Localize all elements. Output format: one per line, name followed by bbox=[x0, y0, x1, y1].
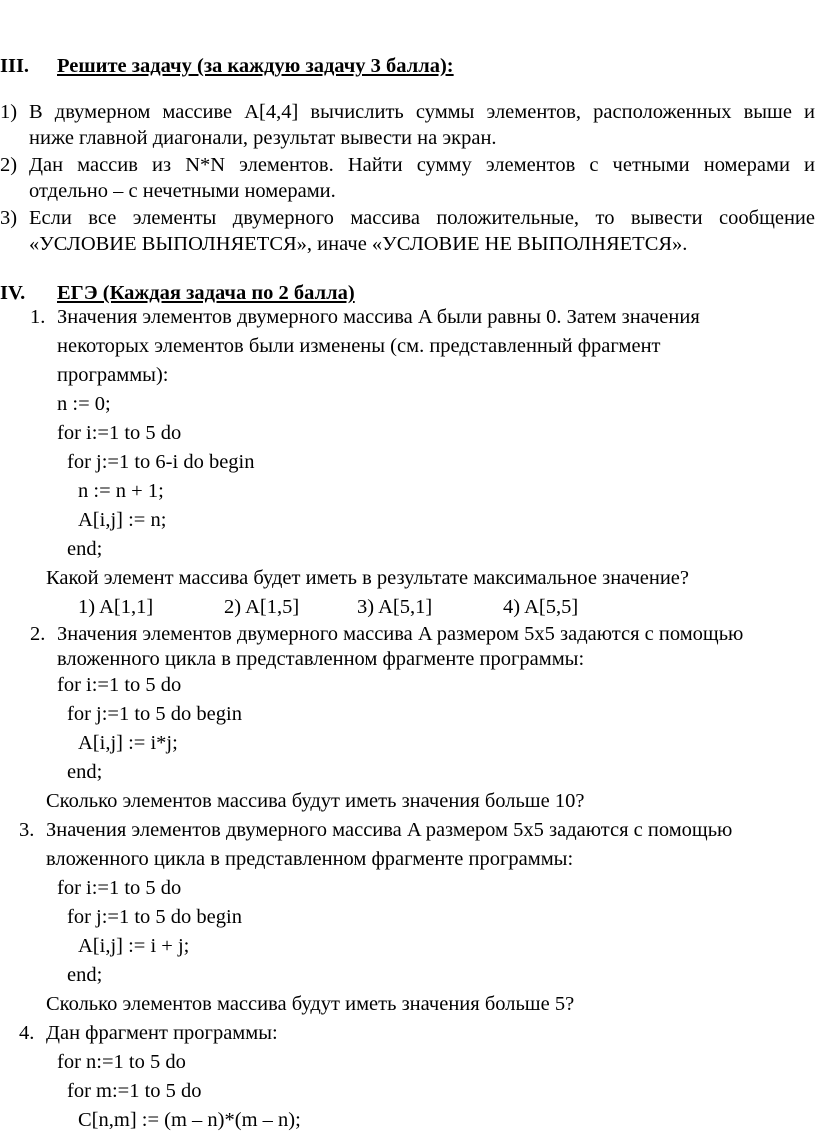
task-3-2-line1: Дан массив из N*N элементов. Найти сумму элементов с четными номерами и bbox=[29, 154, 815, 176]
code-line: end; bbox=[67, 761, 103, 783]
task-3-2-line2: отдельно – с нечетными номерами. bbox=[29, 180, 336, 202]
code-line: A[i,j] := n; bbox=[78, 509, 167, 531]
task-4-2-line1: Значения элементов двумерного массива A размером 5x5 задаются с помощью bbox=[57, 623, 744, 645]
code-line: for j:=1 to 5 do begin bbox=[67, 703, 242, 725]
task-4-2-line2: вложенного цикла в представленном фрагменте программы: bbox=[57, 648, 585, 670]
answer-option: 1) A[1,1] bbox=[78, 596, 154, 618]
answer-option: 2) A[1,5] bbox=[224, 596, 300, 618]
task-4-3-question: Сколько элементов массива будут иметь значения больше 5? bbox=[46, 993, 575, 1015]
code-line: end; bbox=[67, 964, 103, 986]
task-4-1-question: Какой элемент массива будет иметь в результате максимальное значение? bbox=[46, 567, 689, 589]
task-4-4-number: 4. bbox=[19, 1022, 35, 1044]
task-4-1-line3: программы): bbox=[57, 364, 169, 386]
code-line: n := 0; bbox=[57, 393, 111, 415]
section-3-numeral: III. bbox=[0, 55, 30, 77]
code-line: C[n,m] := (m – n)*(m – n); bbox=[78, 1109, 301, 1131]
code-line: for j:=1 to 5 do begin bbox=[67, 906, 242, 928]
task-3-3-line2: «УСЛОВИЕ ВЫПОЛНЯЕТСЯ», иначе «УСЛОВИЕ НЕ ВЫПОЛНЯЕТСЯ». bbox=[29, 233, 688, 255]
task-3-3-line1: Если все элементы двумерного массива положительные, то вывести сообщение bbox=[29, 207, 815, 229]
task-4-3-number: 3. bbox=[19, 819, 35, 841]
section-4-numeral: IV. bbox=[0, 282, 26, 304]
code-line: for i:=1 to 5 do bbox=[57, 674, 182, 696]
task-3-1-line1: В двумерном массиве А[4,4] вычислить суммы элементов, расположенных выше и bbox=[29, 101, 815, 123]
code-line: n := n + 1; bbox=[78, 480, 164, 502]
code-line: for n:=1 to 5 do bbox=[57, 1051, 186, 1073]
task-4-2-question: Сколько элементов массива будут иметь значения больше 10? bbox=[46, 790, 585, 812]
section-3-heading: Решите задачу (за каждую задачу 3 балла): bbox=[57, 55, 454, 77]
answer-option: 4) A[5,5] bbox=[503, 596, 579, 618]
code-line: for i:=1 to 5 do bbox=[57, 422, 182, 444]
task-4-1-line2: некоторых элементов были изменены (см. представленный фрагмент bbox=[57, 335, 661, 357]
task-4-1-line1: Значения элементов двумерного массива A были равны 0. Затем значения bbox=[57, 306, 700, 328]
code-line: A[i,j] := i + j; bbox=[78, 935, 190, 957]
task-4-3-line1: Значения элементов двумерного массива A размером 5x5 задаются с помощью bbox=[46, 819, 733, 841]
task-4-1-number: 1. bbox=[30, 306, 46, 328]
answer-option: 3) A[5,1] bbox=[357, 596, 433, 618]
code-line: end; bbox=[67, 538, 103, 560]
task-4-2-number: 2. bbox=[30, 623, 46, 645]
code-line: for j:=1 to 6-i do begin bbox=[67, 451, 255, 473]
task-4-4-line1: Дан фрагмент программы: bbox=[46, 1022, 278, 1044]
task-3-2-number: 2) bbox=[0, 154, 18, 176]
task-3-1-line2: ниже главной диагонали, результат вывести на экран. bbox=[29, 127, 497, 149]
code-line: for i:=1 to 5 do bbox=[57, 877, 182, 899]
code-line: for m:=1 to 5 do bbox=[67, 1080, 202, 1102]
section-4-heading: ЕГЭ (Каждая задача по 2 балла) bbox=[57, 282, 355, 304]
task-4-3-line2: вложенного цикла в представленном фрагменте программы: bbox=[46, 848, 574, 870]
code-line: A[i,j] := i*j; bbox=[78, 732, 178, 754]
task-3-1-number: 1) bbox=[0, 101, 18, 123]
task-3-3-number: 3) bbox=[0, 207, 18, 229]
